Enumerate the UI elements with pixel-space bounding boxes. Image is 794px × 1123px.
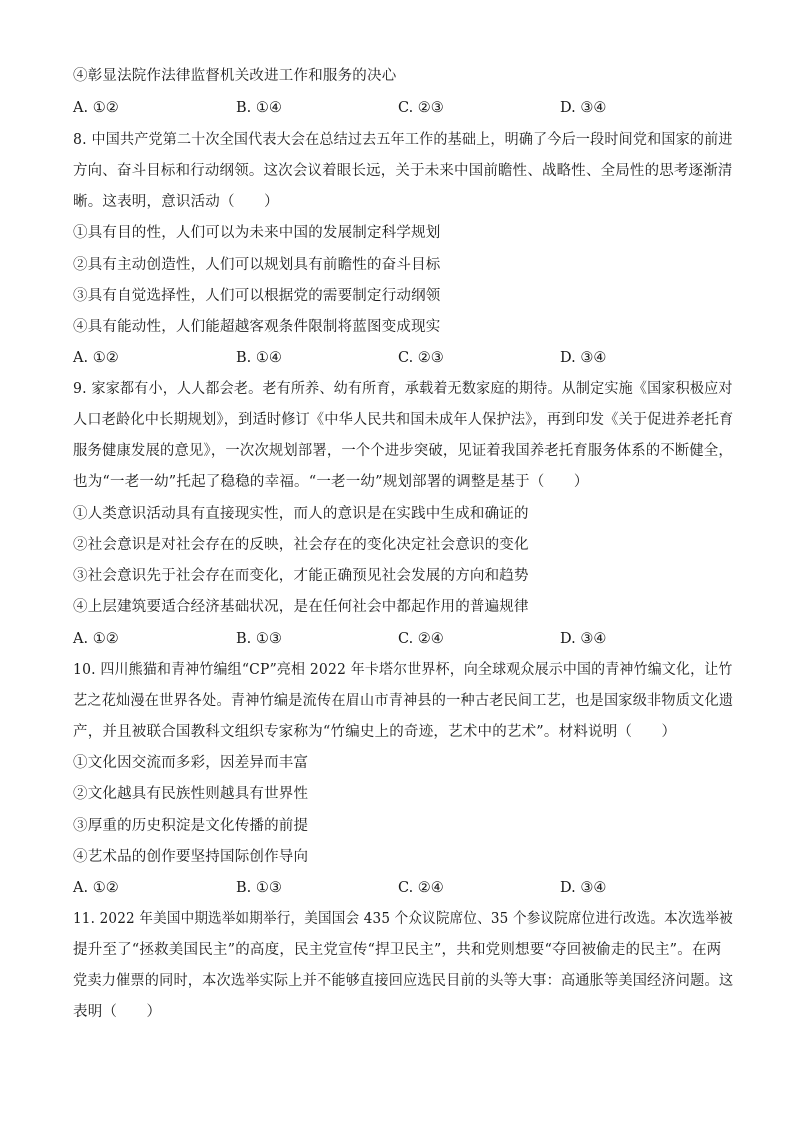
q8-option-a: A. ①② [73,350,119,366]
q9-options [73,629,733,649]
q9-stem-line-1: 9. 家家都有小，人人都会老。老有所养、幼有所育，承载着无数家庭的期待。从制定实施《国家积极应对 [73,381,733,397]
q10-options [73,878,733,898]
q10-statement-1: ①文化因交流而多彩，因差异而丰富 [73,755,309,771]
q11-stem-line-4: 表明（ ） [73,1004,162,1020]
q8-option-d: D. ③④ [560,350,607,366]
q10-option-b: B. ①③ [236,880,282,896]
q8-option-c: C. ②③ [398,350,444,366]
q7-option-b: B. ①④ [236,100,282,116]
q8-statement-1: ①具有目的性，人们可以为未来中国的发展制定科学规划 [73,225,441,241]
q9-option-d: D. ③④ [560,631,607,647]
q8-stem-line-2: 方向、奋斗目标和行动纲领。这次会议着眼长远，关于未来中国前瞻性、战略性、全局性的思考逐渐清 [73,163,733,179]
q9-stem-line-4: 也为“一老一幼”托起了稳稳的幸福。“一老一幼”规划部署的调整是基于（ ） [73,474,589,490]
q7-options [73,98,733,118]
q10-option-d: D. ③④ [560,880,607,896]
q9-statement-1: ①人类意识活动具有直接现实性，而人的意识是在实践中生成和确证的 [73,506,529,522]
q10-option-c: C. ②④ [398,880,444,896]
q10-statement-2: ②文化越具有民族性则越具有世界性 [73,786,309,802]
q8-statement-2: ②具有主动创造性，人们可以规划具有前瞻性的奋斗目标 [73,257,441,273]
q9-option-b: B. ①③ [236,631,282,647]
q10-stem-line-1: 10. 四川熊猫和青神竹编组“CP”亮相 2022 年卡塔尔世界杯，向全球观众展示中国的青神竹编文化，让竹 [73,662,733,678]
q11-stem-line-2: 提升至了“拯救美国民主”的高度，民主党宣传“捍卫民主”，共和党则想要“夺回被偷走的民主”。在两 [73,942,722,958]
q8-option-b: B. ①④ [236,350,282,366]
q10-statement-3: ③厚重的历史积淀是文化传播的前提 [73,818,309,834]
q10-statement-4: ④艺术品的创作要坚持国际创作导向 [73,849,309,865]
q8-stem-line-1: 8. 中国共产党第二十次全国代表大会在总结过去五年工作的基础上，明确了今后一段时间党和国家的前进 [73,132,733,148]
q9-statement-2: ②社会意识是对社会存在的反映，社会存在的变化决定社会意识的变化 [73,537,529,553]
q9-stem-line-3: 服务健康发展的意见》，一次次规划部署，一个个进步突破，见证着我国养老托育服务体系的不断健全， [73,443,733,459]
q10-option-a: A. ①② [73,880,119,896]
q9-statement-3: ③社会意识先于社会存在而变化，才能正确预见社会发展的方向和趋势 [73,568,529,584]
q8-options [73,348,733,368]
q7-option-a: A. ①② [73,100,119,116]
q10-stem-line-2: 艺之花灿漫在世界各处。青神竹编是流传在眉山市青神县的一种古老民间工艺，也是国家级非物质文化遗 [73,693,734,709]
q11-stem-line-3: 党卖力催票的同时，本次选举实际上并不能够直接回应选民目前的头等大事：高通胀等美国经济问题。这 [73,973,734,989]
q7-statement-4: ④彰显法院作法律监督机关改进工作和服务的决心 [73,68,397,84]
q10-stem-line-3: 产，并且被联合国教科文组织专家称为“竹编史上的奇迹，艺术中的艺术”。材料说明（ ） [73,724,677,740]
q11-stem-line-1: 11. 2022 年美国中期选举如期举行，美国国会 435 个众议院席位、35 个参议院席位进行改选。本次选举被 [73,911,733,927]
q8-stem-line-3: 晰。这表明，意识活动（ ） [73,194,279,210]
q8-statement-3: ③具有自觉选择性，人们可以根据党的需要制定行动纲领 [73,288,441,304]
q7-option-d: D. ③④ [560,100,607,116]
q9-option-a: A. ①② [73,631,119,647]
q9-statement-4: ④上层建筑要适合经济基础状况，是在任何社会中都起作用的普遍规律 [73,599,529,615]
q9-option-c: C. ②④ [398,631,444,647]
q7-option-c: C. ②③ [398,100,444,116]
q8-statement-4: ④具有能动性，人们能超越客观条件限制将蓝图变成现实 [73,319,441,335]
q9-stem-line-2: 人口老龄化中长期规划》，到适时修订《中华人民共和国未成年人保护法》，再到印发《关于促进养老托育 [73,412,734,428]
